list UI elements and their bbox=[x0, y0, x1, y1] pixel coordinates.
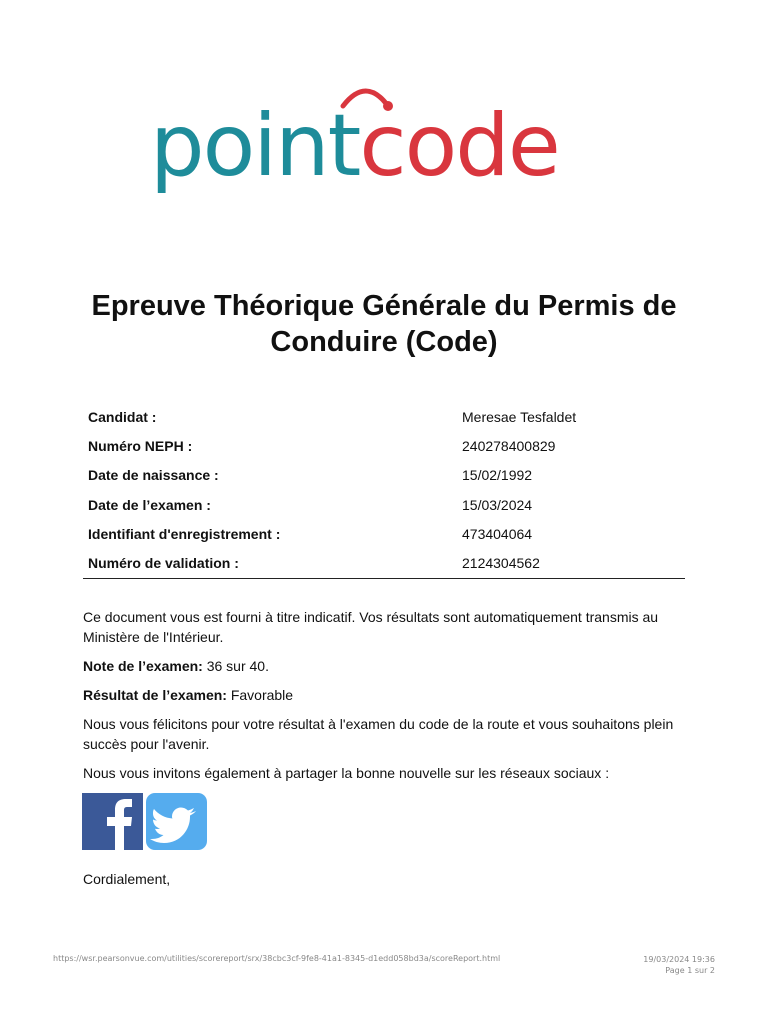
exam-score-label: Note de l’examen: bbox=[83, 658, 203, 674]
info-row-candidate bbox=[83, 402, 685, 431]
logo-graphic bbox=[150, 78, 620, 208]
info-label: Numéro NEPH : bbox=[88, 437, 193, 454]
exam-score-value: 36 sur 40. bbox=[202, 658, 269, 674]
exam-result bbox=[83, 685, 691, 705]
info-label: Candidat : bbox=[88, 408, 157, 425]
logo-point-text: point bbox=[150, 96, 360, 196]
footer-url: https://wsr.pearsonvue.com/utilities/scorereport/srx/38cbc3cf-9fe8-41a1-8345-d1edd058bd3a/scoreReport.html bbox=[53, 954, 501, 963]
facebook-share-button[interactable] bbox=[82, 793, 143, 850]
info-value: 240278400829 bbox=[462, 437, 556, 454]
footer-datetime: 19/03/2024 19:36 bbox=[643, 955, 715, 964]
closing-text: Cordialement, bbox=[83, 871, 171, 887]
candidate-info-table bbox=[83, 402, 685, 579]
twitter-share-button[interactable] bbox=[146, 793, 207, 850]
info-value: 15/03/2024 bbox=[462, 496, 533, 513]
footer-meta bbox=[643, 954, 715, 976]
twitter-icon bbox=[146, 793, 207, 850]
intro-paragraph: Ce document vous est fourni à titre indicatif. Vos résultats sont automatiquement transmis au Ministère de l'Intérieur. bbox=[83, 609, 659, 645]
info-row-exam-date bbox=[83, 490, 685, 519]
footer-page-number: Page 1 sur 2 bbox=[665, 966, 715, 975]
exam-result-label: Résultat de l’examen: bbox=[83, 687, 227, 703]
result-message bbox=[83, 607, 691, 792]
info-row-neph bbox=[83, 431, 685, 460]
facebook-icon bbox=[82, 793, 143, 850]
info-row-birthdate bbox=[83, 461, 685, 490]
info-value: 15/02/1992 bbox=[462, 467, 533, 484]
exam-result-value: Favorable bbox=[226, 687, 294, 703]
info-label: Date de l’examen : bbox=[88, 496, 211, 513]
logo-code-text: code bbox=[359, 96, 559, 196]
social-share-buttons bbox=[82, 793, 207, 850]
info-row-registration-id bbox=[83, 519, 685, 548]
page-title: Epreuve Théorique Générale du Permis de Conduire (Code) bbox=[91, 290, 677, 358]
info-value: Meresae Tesfaldet bbox=[462, 408, 577, 425]
info-label: Identifiant d'enregistrement : bbox=[88, 525, 281, 542]
info-value: 2124304562 bbox=[462, 555, 540, 572]
congrats-paragraph: Nous vous félicitons pour votre résultat à l'examen du code de la route et vous souhaitons plein succès pour l'avenir. bbox=[83, 716, 674, 752]
share-paragraph: Nous vous invitons également à partager la bonne nouvelle sur les réseaux sociaux : bbox=[83, 765, 610, 781]
svg-text:pointcode bbox=[150, 96, 559, 196]
pointcode-logo bbox=[150, 78, 620, 208]
info-label: Numéro de validation : bbox=[88, 555, 239, 572]
info-label: Date de naissance : bbox=[88, 467, 219, 484]
exam-score bbox=[83, 656, 691, 676]
info-value: 473404064 bbox=[462, 525, 533, 542]
info-row-validation-number bbox=[83, 548, 685, 577]
